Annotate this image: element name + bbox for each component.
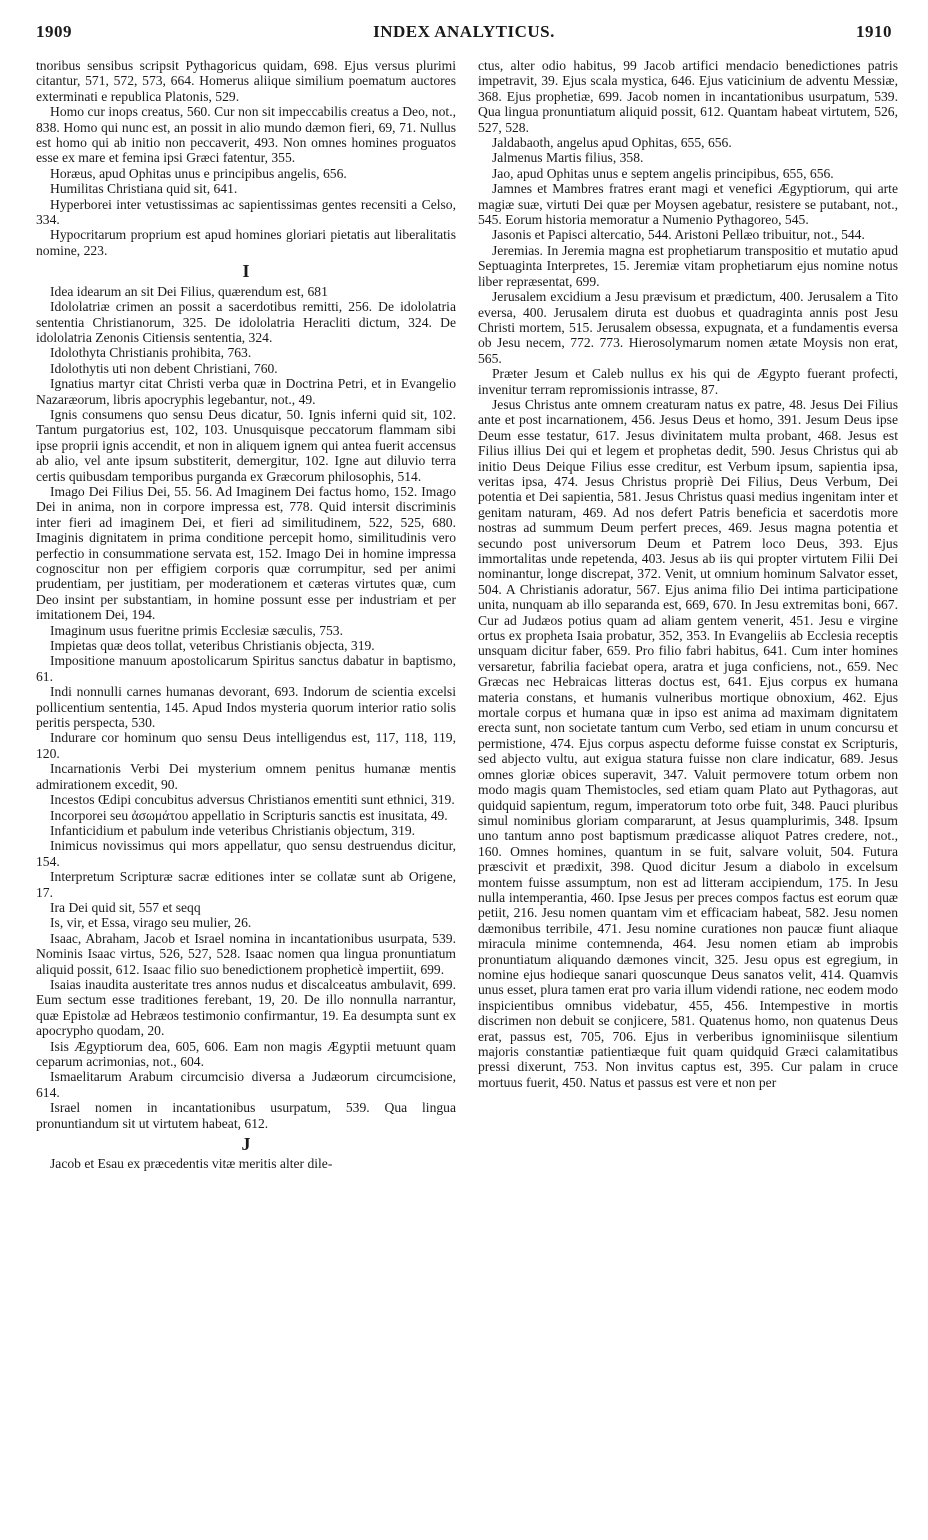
index-entry: Impositione manuum apostolicarum Spiritus sanctus dabatur in baptismo, 61. — [36, 653, 456, 684]
index-entry: Isaac, Abraham, Jacob et Israel nomina in incantationibus usurpata, 539. Nominis Isaac virtus, 526, 527, 528. Isaac nomen qua lingua pronuntiatum aliquid possit, 612. Isaac filio suo benedictionem propheticè impertiit, 699. — [36, 930, 456, 977]
index-entry: Idololatriæ crimen an possit a sacerdotibus remitti, 256. De idololatria sententia Christianorum, 325. De idololatria Heracliti dictum, 324. De idololatria Zenonis Citiensis sententia, 324. — [36, 299, 456, 345]
page-number-left: 1909 — [36, 22, 72, 41]
index-entry: Is, vir, et Essa, virago seu mulier, 26. — [50, 915, 252, 931]
index-entry: Israel nomen in incantationibus usurpatum, 539. Qua lingua pronuntiandum sit ut virtutem habeat, 612. — [36, 1100, 456, 1131]
section-letter: I — [242, 261, 250, 282]
index-entry: Jacob et Esau ex præcedentis vitæ meritis alter dile- — [50, 1156, 333, 1172]
page-header — [36, 22, 892, 50]
left-column — [36, 58, 456, 1518]
page-number-right: 1910 — [856, 22, 892, 41]
index-entry: Indurare cor hominum quo sensu Deus intelligendus est, 117, 118, 119, 120. — [36, 730, 456, 761]
index-entry: Incarnationis Verbi Dei mysterium omnem penitus humanæ mentis admirationem excedit, 90. — [36, 761, 456, 792]
index-entry: Jamnes et Mambres fratres erant magi et venefici Ægyptiorum, qui arte magiæ suæ, virtuti Dei quæ per Moysen agebatur, resistere se putabant, not., 545. Eorum historia memoratur a Numenio Pythagoreo, 545. — [478, 181, 898, 228]
index-entry: Infanticidium et pabulum inde veteribus Christianis objectum, 319. — [50, 822, 416, 838]
index-entry: Idolothytis uti non debent Christiani, 760. — [50, 360, 278, 376]
right-column — [478, 58, 898, 1518]
index-entry: Ira Dei quid sit, 557 et seqq — [50, 899, 201, 915]
index-entry: Præter Jesum et Caleb nullus ex his qui de Ægypto fuerant profecti, invenitur terram repromissionis intrasse, 87. — [478, 366, 898, 397]
index-entry: Hyperborei inter vetustissimas ac sapientissimas gentes recensiti a Celso, 334. — [36, 196, 456, 228]
index-entry: Jaldabaoth, angelus apud Ophitas, 655, 656. — [492, 135, 732, 151]
index-entry: Indi nonnulli carnes humanas devorant, 693. Indorum de scientia excelsi pollicentium sententia, 145. Apud Indos mysteria quorum interior ratio solis peritis perspecta, 530. — [36, 684, 456, 731]
index-entry: Jeremias. In Jeremia magna est prophetiarum transpositio et mutatio apud Septuaginta Interpretes, 15. Jeremiæ vitam prophetiarum ejus nomine notus liber repræsentat, 699. — [478, 242, 898, 289]
index-entry: Isis Ægyptiorum dea, 605, 606. Eam non magis Ægyptii metuunt quam ceparum acrimonias, not., 604. — [36, 1038, 456, 1069]
index-entry: Jalmenus Martis filius, 358. — [492, 150, 644, 166]
index-entry: Horæus, apud Ophitas unus e principibus angelis, 656. — [50, 165, 347, 181]
index-entry: Imago Dei Filius Dei, 55. 56. Ad Imaginem Dei factus homo, 152. Imago Dei in anima, non in corpore impressa est, 778. Quid intersit discriminis inter fieri ad imaginem Dei, et fieri ad similitudinem, 522, 525, 680. Imaginis dignitatem in prima conditione percepit homo, similitudinis vero perfectio in consummatione servata est, 152. Imago Dei in homine impressa cognoscitur non per effigiem corporis quæ corrumpitur, sed per animi prudentiam, per justitiam, per moderationem et cæteras virtutes quæ, cum Deo insint per substantiam, in homine possunt esse per industriam et per imitationem Dei, 194. — [36, 483, 456, 623]
index-entry: Jasonis et Papisci altercatio, 544. Aristoni Pellæo tribuitur, not., 544. — [492, 227, 865, 243]
index-entry: Imaginum usus fueritne primis Ecclesiæ sæculis, 753. — [50, 622, 343, 638]
index-entry: Hypocritarum proprium est apud homines gloriari pietatis aut liberalitatis nomine, 223. — [36, 227, 456, 258]
index-entry: Ignatius martyr citat Christi verba quæ in Doctrina Petri, et in Evangelio Nazaræorum, libris apocryphis legebantur, not., 49. — [36, 376, 456, 407]
index-entry: Impietas quæ deos tollat, veteribus Christianis objecta, 319. — [50, 638, 375, 654]
index-entry: Ismaelitarum Arabum circumcisio diversa a Judæorum circumcisione, 614. — [36, 1069, 456, 1100]
section-letter: J — [241, 1134, 251, 1155]
index-entry: Homo cur inops creatus, 560. Cur non sit impeccabilis creatus a Deo, not., 838. Homo qui nunc est, an possit in alio mundo dæmon fieri, 69, 71. Nullus est homo qui ab initio non peccaverit, 493. Non omnes homines proguatos esse ex mare et femina ipsi Græci fatentur, 355. — [36, 104, 456, 166]
index-entry: Isaias inaudita austeritate tres annos nudus et discalceatus ambulavit, 699. Eum sectum esse traditiones ferebant, 19, 20. De illo nonnulla narrantur, quæ Epistolæ ad Hebræos testimonio confirmantur, 19. Ea desumpta sunt ex apocrypho quodam, 20. — [36, 976, 456, 1039]
index-entry: Inimicus novissimus qui mors appellatur, quo sensu destruendus dicitur, 154. — [36, 838, 456, 869]
index-entry: Ignis consumens quo sensu Deus dicatur, 50. Ignis inferni quid sit, 102. Tantum purgatorius est, 102, 103. Unusquisque peccatorum flammam sibi ipse proprii ignis accendit, et non in aliquem ignem qui antea fuerit accensus ab alio, vel ante ipsum substiterit, demergitur, 102. Igne aut diluvio terra certis quibusdam temporibus purganda ex Græcorum philosophis, 514. — [36, 406, 456, 484]
index-entry: Idea idearum an sit Dei Filius, quærendum est, 681 — [50, 283, 328, 299]
page-title: INDEX ANALYTICUS. — [373, 22, 555, 41]
index-entry: Jao, apud Ophitas unus e septem angelis principibus, 655, 656. — [492, 165, 834, 181]
index-entry: Jerusalem excidium a Jesu prævisum et prædictum, 400. Jerusalem a Tito eversa, 400. Jerusalem diruta est duobus et quadraginta annis post Jesu Christi mortem, 515. Jerusalem obsessa, expugnata, et a fundamentis eversa ob Jesu necem, 772. 773. Hierosolymarum nomen ætate Moysis non erat, 565. — [478, 289, 898, 366]
index-entry: Humilitas Christiana quid sit, 641. — [50, 181, 238, 197]
index-entry: Interpretum Scripturæ sacræ editiones inter se collatæ sunt ab Origene, 17. — [36, 869, 456, 900]
index-entry: tnoribus sensibus scripsit Pythagoricus quidam, 698. Ejus versus plurimi citantur, 571, 572, 573, 664. Homerus aliique similium poematum auctores exterminati e republica Platonis, 529. — [36, 58, 456, 104]
index-entry: ctus, alter odio habitus, 99 Jacob artifici mendacio benedictiones patris impetravit, 39. Ejus scala mystica, 646. Ejus vaticinium de adventu Messiæ, 368. Ejus prophetiæ, 699. Jacob nomen in incantationibus usurpatum, 539. Qua lingua pronuntiatum aliquid possit, 612. Quantam habeat virtutem, 526, 527, 528. — [478, 58, 898, 135]
index-entry: Jesus Christus ante omnem creaturam natus ex patre, 48. Jesus Dei Filius ante et post incarnationem, 456. Jesus Deus et homo, 391. Jesum Deus ipse Deum esse testatur, 617. Jesus divinitatem multa probant, 468. Jesus est Filius illius Dei qui et legem et prophetas dedit, 590. Jesus Christus qui ab initio Deus Deique Filius esse creditur, est Verbum ipsum, sapientia ipsa, veritas ipsa, 474. Jesus Christus propriè Dei Filius, Deus Verbum, Dei potentia et Dei sapientia, 581. Jesus Christus quasi medius ingenitam inter et genitam naturam, 469. Ad nos defert Patris beneficia et sacerdotis more nostras ad summum Deum perfert preces, 469. Jesus magna potentia et secundo post universorum Deum et Patrem loco Deus, 393. Ejus immortalitas unde repetenda, 403. Jesus ab iis qui propter virtutem Filii Dei nominantur, longe discrepat, 372. Venit, ut omnium hominum Salvator esset, 504. A Christianis adoratur, 567. Ejus anima filio Dei intima participatione unita, nunquam ab illo separanda est, 669, 670. In Jesu extremitas boni, 667. Cur ad Judæos potius quam ad aliam gentem venerit, 451. Jesu e virgine ortus ex propheta Isaia probatur, 352, 353. In Evangeliis ab Ecclesia receptis unsquam dicitur faber, 659. Pro filio fabri habitus, 641. Cum inter homines versaretur, fabrilia faciebat opera, aratra et juga conficiens, not., 659. Nec Græcas nec Hebraicas litteras doctus est, 641. Ejus corpus ex humana materia constans, et humanis vulneribus mortique obnoxium, 462. Ejus mortale corpus et humana quæ in ipso est anima ad maximam dignitatem erecta sunt, non societate tantum cum Verbo, sed etiam in unum concursu et permistione, 474. Ejus corpus aspectu deforme fuisse constat ex Scripturis, sed abjecto vultu, aut exigua statura fuisse non clare indicatur, 689. Jesus omnes gloriæ obices superavit, 347. Valuit permovere totum orbem non modo magis quam Themistocles, sed etiam quam Plato aut Pythagoras, aut quidquid sapientum, regum, imperatorum toto orbe fuit, 348. Pauci pluribus simul nominibus gloriam compararunt, at Jesus quamplurimis, 348. Ipsum uno tantum anno post baptismum prædicasse aliquot Patres credere, not., 160. Omnes homines, quantum in se fuit, salvare voluit, 504. Futura præscivit et prædixit, 398. Quod dicitur Jesum a diabolo in excelsum montem fuisse assumptum, non est ad litteram accipiendum, 175. In Jesu nulla intemperantia, 460. Ipse Jesus per preces compos factus est eorum quæ petiit, 216. Jesu nomen quantam vim et efficaciam habeat, 582. Jesu nomen dæmonibus terribile, 471. Jesu nomine curationes non paucæ fiunt aliaque miracula minime contemnenda, 464. Jesu nomen etiam ab improbis pronuntiatum aliquando dæmones vincit, 325. Jesu opus est egregium, in nomine ejus hodieque sanari quoscunque Deus sanatos velit, 414. Quamvis unus esset, plura tamen erat pro varia illum videndi ratione, nec eodem modo inspicientibus omnibus videbatur, 455, 456. Intempestive in mortis discrimen non debuit se conjicere, 581. Quatenus homo, non quatenus Deus erat, passus est, 705, 706. Ejus in verberibus ignominiisque silentium majoris constantiæ patientiæque fuit quam quidquid Græci calamitatibus pressi dixerunt, 753. Non invitus captus est, 395. Cur palam in cruce mortuus fuerit, 450. Natus et passus est vere et non per — [478, 396, 898, 1090]
index-entry: Idolothyta Christianis prohibita, 763. — [50, 345, 252, 361]
index-entry: Incorporei seu ἀσωμάτου appellatio in Scripturis sanctis est inusitata, 49. — [50, 807, 448, 823]
index-entry: Incestos Œdipi concubitus adversus Christianos ementiti sunt ethnici, 319. — [50, 792, 455, 808]
